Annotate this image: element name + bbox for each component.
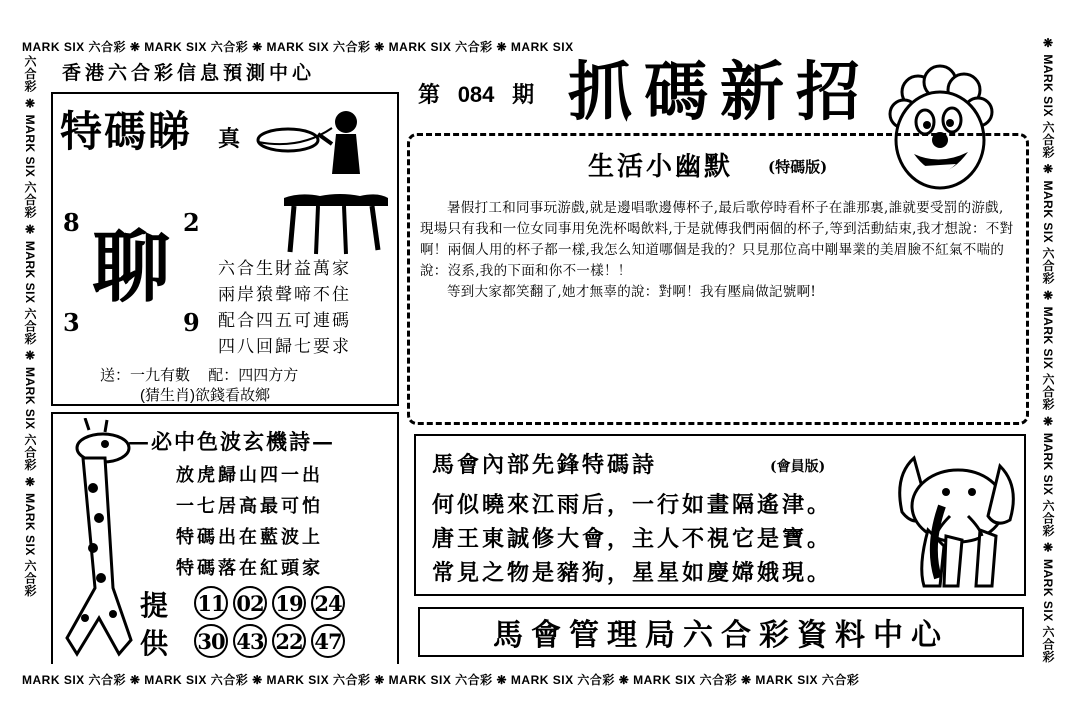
pioneer-title: 馬會內部先鋒特碼詩 bbox=[432, 452, 658, 478]
provide-label-1: 提 bbox=[140, 589, 169, 622]
pioneer-line: 何似曉來江雨后，一行如畫隔遙津。 bbox=[432, 492, 833, 518]
match-label: 配： bbox=[208, 367, 239, 384]
special-code-title-suffix: 真 bbox=[218, 126, 241, 152]
corner-number-bl: 3 bbox=[63, 308, 80, 337]
right-border-strip: ❋ MARK SIX 六合彩 ❋ MARK SIX 六合彩 ❋ MARK SIX 六合彩 ❋ MARK SIX 六合彩 ❋ MARK SIX 六合彩 bbox=[1041, 36, 1055, 664]
issue-label bbox=[418, 78, 534, 109]
send-label: 送： bbox=[100, 367, 131, 384]
pioneer-tag: (會員版) bbox=[770, 459, 826, 475]
zodiac-value: 欲錢看故鄉 bbox=[195, 387, 271, 404]
number-ball: 19 bbox=[272, 586, 306, 620]
number-ball: 24 bbox=[311, 586, 345, 620]
number-ball: 02 bbox=[233, 586, 267, 620]
provide-label-2: 供 bbox=[140, 627, 169, 660]
corner-number-br: 9 bbox=[183, 308, 200, 337]
zodiac-label: (猜生肖) bbox=[140, 387, 195, 404]
pioneer-line: 常見之物是豬狗，星星如慶嫦娥現。 bbox=[432, 560, 833, 586]
whip-lady-illustration bbox=[240, 104, 370, 182]
humor-title: 生活小幽默 bbox=[588, 152, 734, 182]
legs-illustration bbox=[280, 192, 392, 258]
match-value: 四四方方 bbox=[238, 367, 299, 384]
poem-line: 一七居高最可怕 bbox=[176, 496, 323, 517]
number-ball: 11 bbox=[194, 586, 228, 620]
poem-line: 四八回歸七要求 bbox=[218, 337, 351, 357]
center-name: 香港六合彩信息預測中心 bbox=[62, 62, 316, 84]
special-code-title: 特碼睇 bbox=[60, 107, 193, 156]
color-wave-title: —必中色波玄機詩— bbox=[128, 429, 335, 454]
send-value: 一九有數 bbox=[130, 367, 191, 384]
big-character: 聊 bbox=[92, 222, 171, 313]
issue-number: 084 bbox=[457, 82, 495, 107]
poem-line: 六合生財益萬家 bbox=[218, 259, 351, 279]
pioneer-poem bbox=[432, 488, 832, 590]
poem-line: 特碼出在藍波上 bbox=[176, 527, 323, 548]
numbers-row-2 bbox=[194, 624, 350, 658]
poem-line: 特碼落在紅頭家 bbox=[176, 558, 323, 579]
send-match-line bbox=[100, 364, 298, 385]
humor-tag: (特碼版) bbox=[768, 158, 828, 176]
pioneer-line: 唐王東誠修大會，主人不視它是寶。 bbox=[432, 526, 833, 552]
left-border-strip: 六合彩 ❋ MARK SIX 六合彩 ❋ MARK SIX 六合彩 ❋ MARK SIX 六合彩 ❋ MARK SIX 六合彩 bbox=[23, 55, 37, 598]
corner-number-tl: 8 bbox=[63, 208, 80, 237]
poem-line: 兩岸猿聲啼不住 bbox=[218, 285, 351, 305]
top-border-strip: MARK SIX 六合彩 ❋ MARK SIX 六合彩 ❋ MARK SIX 六合彩 ❋ MARK SIX 六合彩 ❋ MARK SIX bbox=[22, 40, 574, 54]
humor-text bbox=[420, 198, 1016, 303]
number-ball: 47 bbox=[311, 624, 345, 658]
number-ball: 30 bbox=[194, 624, 228, 658]
humor-paragraph: 暑假打工和同事玩游戲,就是邊唱歌邊傳杯子,最后歌停時看杯子在誰那裏,誰就要受罰的游戲,現場只有我和一位女同事用免洗杯喝飲料,于是就傳我們兩個的杯子,等到活動結束,我才想說：不對啊！兩個人用的杯子都一樣,我怎么知道哪個是我的？只見那位高中剛畢業的美眉臉不紅氣不喘的說：沒系,我的下面和你不一樣！！ bbox=[420, 200, 1014, 279]
special-code-poem bbox=[218, 256, 351, 360]
number-ball: 43 bbox=[233, 624, 267, 658]
elephant-illustration bbox=[884, 436, 1024, 596]
numbers-row-1 bbox=[194, 586, 350, 620]
giraffe-illustration bbox=[55, 418, 135, 658]
corner-number-tr: 2 bbox=[183, 208, 200, 237]
number-ball: 22 bbox=[272, 624, 306, 658]
main-title: 抓碼新招 bbox=[568, 55, 872, 130]
zodiac-line bbox=[140, 384, 270, 405]
humor-paragraph: 等到大家都笑翻了,她才無辜的說：對啊！我有壓扁做記號啊! bbox=[447, 284, 817, 300]
poem-line: 配合四五可連碼 bbox=[218, 311, 351, 331]
footer-title: 馬會管理局六合彩資料中心 bbox=[493, 618, 949, 653]
issue-suffix: 期 bbox=[512, 82, 535, 108]
poem-line: 放虎歸山四一出 bbox=[176, 465, 323, 486]
bottom-border-strip: MARK SIX 六合彩 ❋ MARK SIX 六合彩 ❋ MARK SIX 六合彩 ❋ MARK SIX 六合彩 ❋ MARK SIX 六合彩 ❋ MARK SIX 六合彩 ❋ MARK SIX 六合彩 bbox=[22, 673, 860, 687]
color-wave-poem bbox=[176, 460, 323, 584]
issue-prefix: 第 bbox=[418, 82, 441, 108]
